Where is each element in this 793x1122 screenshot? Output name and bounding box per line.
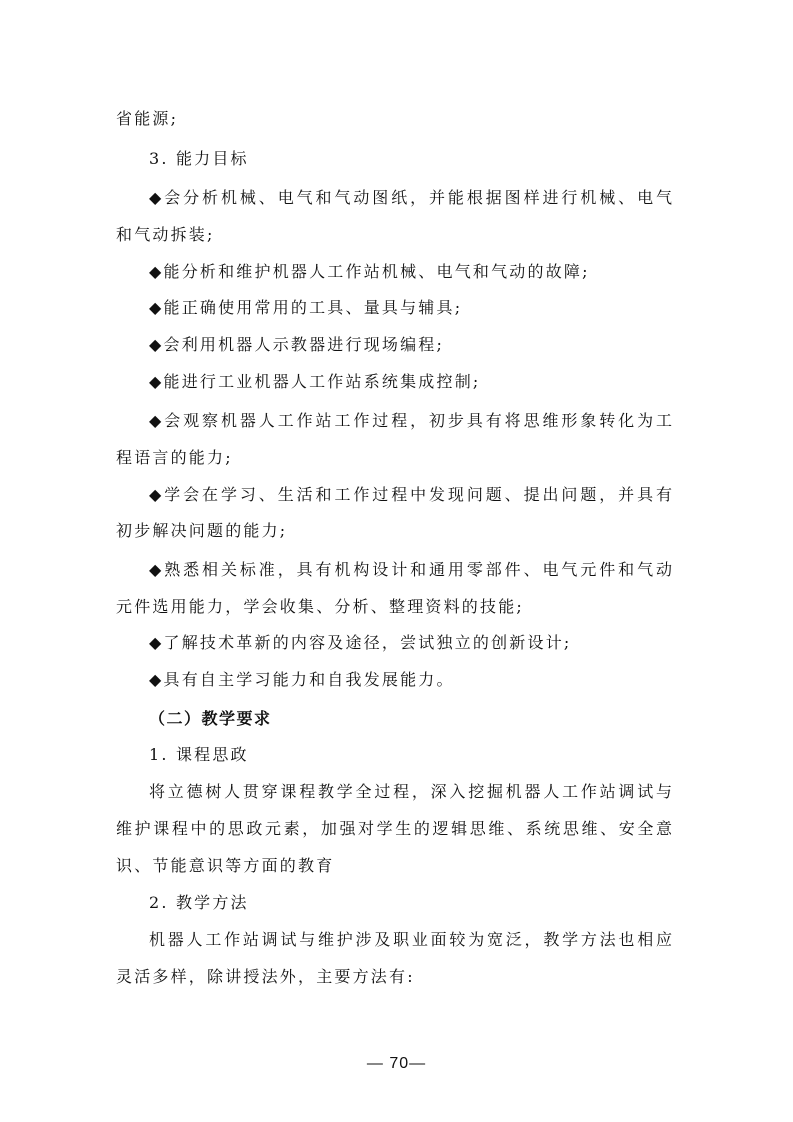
paragraph-line: 将立德树人贯穿课程教学全过程，深入挖掘机器人工作站调试与 bbox=[149, 782, 672, 801]
bullet-item: ◆学会在学习、生活和工作过程中发现问题、提出问题，并具有 bbox=[149, 485, 672, 504]
bullet-item: ◆熟悉相关标准，具有机构设计和通用零部件、电气元件和气动 bbox=[149, 560, 672, 579]
text-line: 元件选用能力，学会收集、分析、整理资料的技能; bbox=[116, 597, 524, 616]
text-line: 初步解决问题的能力; bbox=[116, 521, 288, 540]
paragraph-line: 灵活多样，除讲授法外，主要方法有: bbox=[116, 967, 415, 986]
text-line: 和气动拆装; bbox=[116, 225, 215, 244]
page-number: — 70— bbox=[366, 1055, 427, 1072]
bullet-item: ◆会观察机器人工作站工作过程，初步具有将思维形象转化为工 bbox=[149, 411, 672, 430]
text-line: 程语言的能力; bbox=[116, 448, 233, 467]
bullet-item: ◆能正确使用常用的工具、量具与辅具; bbox=[149, 298, 463, 317]
subheading-teaching-methods: 2. 教学方法 bbox=[149, 893, 249, 912]
section-heading: （二）教学要求 bbox=[149, 709, 272, 728]
bullet-item: ◆会分析机械、电气和气动图纸，并能根据图样进行机械、电气 bbox=[149, 188, 672, 207]
bullet-item: ◆了解技术革新的内容及途径，尝试独立的创新设计; bbox=[149, 633, 572, 652]
paragraph-line: 维护课程中的思政元素，加强对学生的逻辑思维、系统思维、安全意 bbox=[116, 819, 672, 838]
text-line: 省能源; bbox=[116, 109, 179, 128]
bullet-item: ◆会利用机器人示教器进行现场编程; bbox=[149, 335, 445, 354]
paragraph-line: 机器人工作站调试与维护涉及职业面较为宽泛，教学方法也相应 bbox=[149, 930, 672, 949]
subheading-ability-goals: 3. 能力目标 bbox=[149, 149, 249, 168]
subheading-course-ideology: 1. 课程思政 bbox=[149, 745, 249, 764]
bullet-item: ◆能分析和维护机器人工作站机械、电气和气动的故障; bbox=[149, 262, 590, 281]
paragraph-line: 识、节能意识等方面的教育 bbox=[116, 856, 335, 875]
bullet-item: ◆能进行工业机器人工作站系统集成控制; bbox=[149, 372, 481, 391]
bullet-item: ◆具有自主学习能力和自我发展能力。 bbox=[149, 670, 455, 689]
